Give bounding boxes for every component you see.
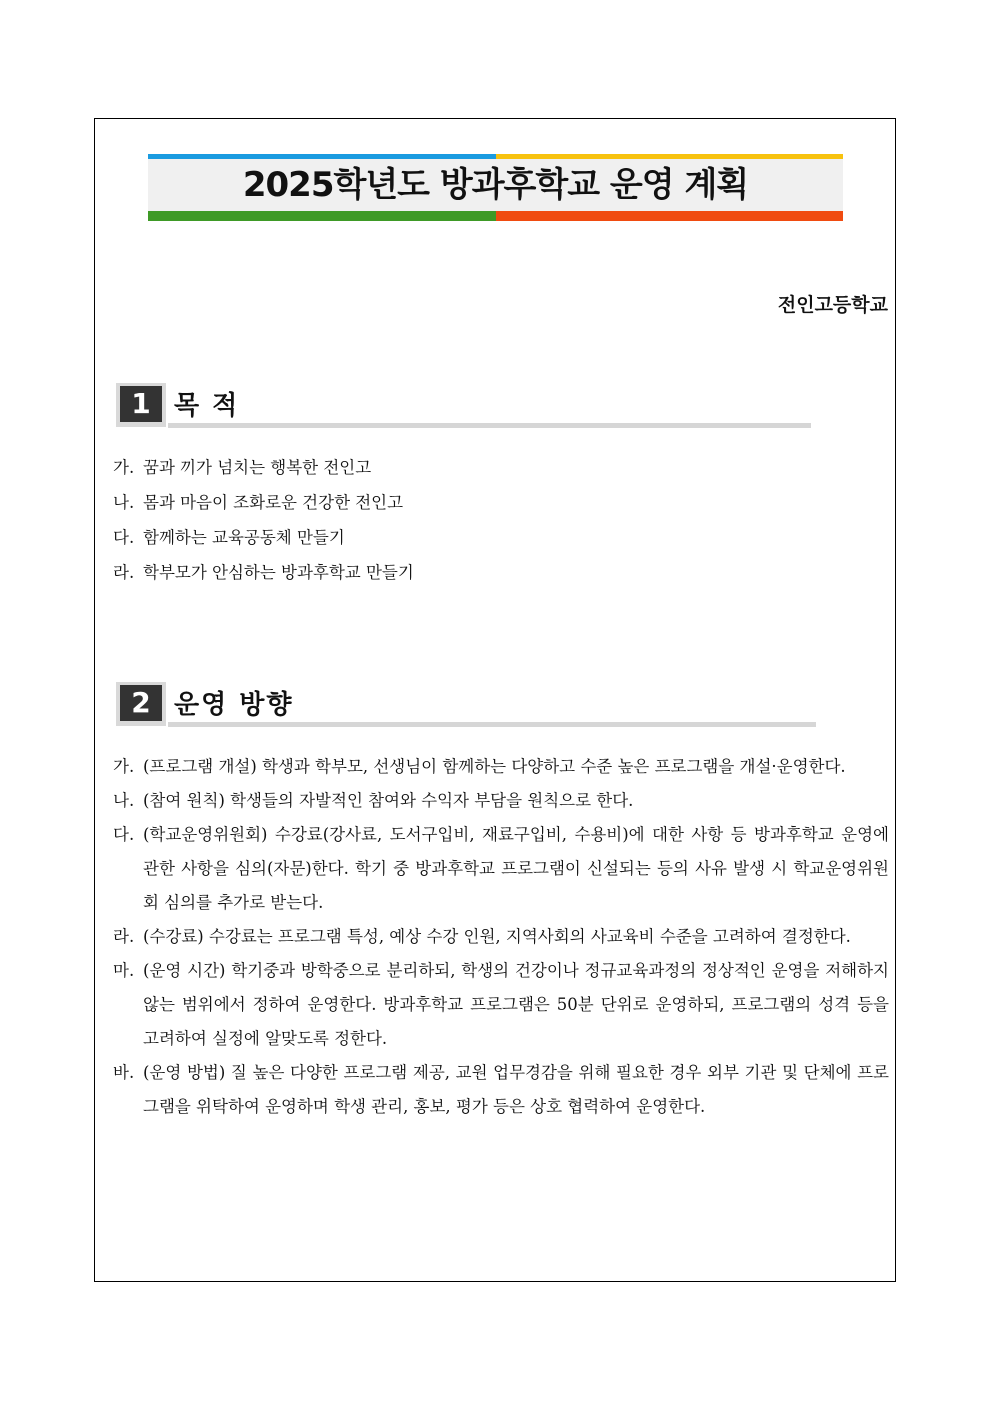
section-underline: [168, 722, 816, 727]
item-text: (수강료) 수강료는 프로그램 특성, 예상 수강 인원, 지역사회의 사교육비 수준을 고려하여 결정한다.: [143, 927, 851, 946]
list-item: [113, 450, 889, 485]
section-underline: [168, 423, 811, 428]
list-item: [113, 954, 889, 1056]
list-item: [113, 818, 889, 920]
title-bar-bottom-left: [148, 211, 496, 221]
item-text: 꿈과 끼가 넘치는 행복한 전인고: [143, 458, 372, 477]
section-title: 운영 방향: [174, 690, 294, 720]
direction-list: [113, 750, 889, 1124]
title-banner: [148, 154, 843, 221]
list-item: [113, 784, 889, 818]
section-title: 목 적: [174, 391, 240, 421]
purpose-list: [113, 450, 889, 590]
item-marker: 다.: [113, 825, 135, 844]
section-heading-direction: [116, 682, 826, 728]
item-marker: 가.: [113, 458, 135, 477]
item-marker: 마.: [113, 961, 135, 980]
list-item: [113, 485, 889, 520]
item-marker: 라.: [113, 927, 135, 946]
item-text: 몸과 마음이 조화로운 건강한 전인고: [143, 493, 404, 512]
item-text: (프로그램 개설) 학생과 학부모, 선생님이 함께하는 다양하고 수준 높은 프로그램을 개설·운영한다.: [143, 757, 846, 776]
item-text: (참여 원칙) 학생들의 자발적인 참여와 수익자 부담을 원칙으로 한다.: [143, 791, 634, 810]
page-title: 2025학년도 방과후학교 운영 계획: [242, 165, 749, 205]
list-item: [113, 920, 889, 954]
item-marker: 라.: [113, 563, 135, 582]
section-heading-purpose: [116, 383, 816, 429]
item-marker: 가.: [113, 757, 135, 776]
section-number: 1: [120, 386, 162, 422]
list-item: [113, 555, 889, 590]
title-bar-bottom-right: [496, 211, 844, 221]
school-name: 전인고등학교: [777, 294, 888, 316]
list-item: [113, 1056, 889, 1124]
item-text: (운영 방법) 질 높은 다양한 프로그램 제공, 교원 업무경감을 위해 필요한 경우 외부 기관 및 단체에 프로그램을 위탁하여 운영하며 학생 관리, 홍보, 평가 등은 상호 협력하여 운영한다.: [143, 1063, 889, 1116]
item-marker: 나.: [113, 493, 135, 512]
list-item: [113, 750, 889, 784]
item-marker: 바.: [113, 1063, 135, 1082]
item-text: (운영 시간) 학기중과 방학중으로 분리하되, 학생의 건강이나 정규교육과정의 정상적인 운영을 저해하지 않는 범위에서 정하여 운영한다. 방과후학교 프로그램은 50분 단위로 운영하되, 프로그램의 성격 등을 고려하여 실정에 알맞도록 정한다.: [143, 961, 889, 1048]
item-text: (학교운영위원회) 수강료(강사료, 도서구입비, 재료구입비, 수용비)에 대한 사항 등 방과후학교 운영에 관한 사항을 심의(자문)한다. 학기 중 방과후학교 프로그램이 신설되는 등의 사유 발생 시 학교운영위원회 심의를 추가로 받는다.: [143, 825, 889, 912]
list-item: [113, 520, 889, 555]
item-text: 학부모가 안심하는 방과후학교 만들기: [143, 563, 414, 582]
section-number: 2: [120, 685, 162, 721]
item-marker: 다.: [113, 528, 135, 547]
item-marker: 나.: [113, 791, 135, 810]
item-text: 함께하는 교육공동체 만들기: [143, 528, 345, 547]
